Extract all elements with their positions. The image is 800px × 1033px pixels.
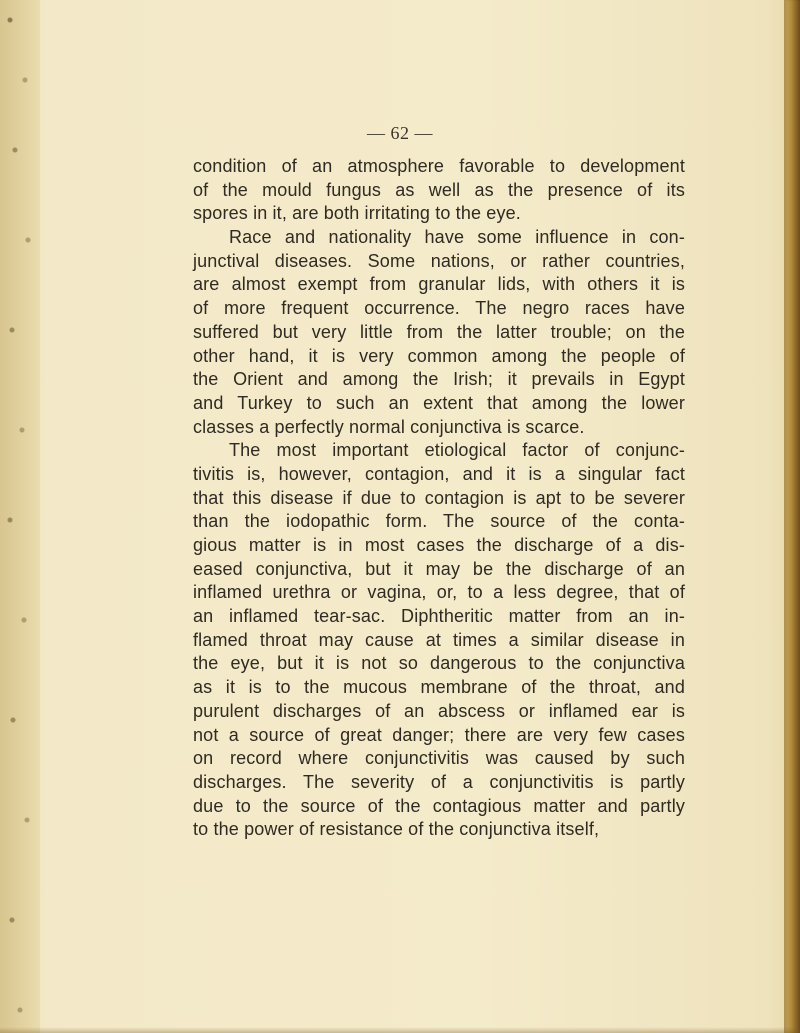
body-text — [193, 155, 685, 842]
text-line: discharges. The severity of a conjunctivitis is partly — [193, 771, 685, 792]
text-line: than the iodopathic form. The source of the conta- — [193, 511, 685, 532]
text-line: condition of an atmosphere favorable to development — [193, 156, 685, 176]
text-line: Race and nationality have some influence in con- — [229, 227, 685, 248]
text-line: an inflamed tear-sac. Diphtheritic matter from an in- — [193, 606, 685, 627]
text-line: purulent discharges of an abscess or inflamed ear is — [193, 700, 685, 721]
text-line: gious matter is in most cases the discharge of a dis- — [193, 535, 685, 555]
text-line: spores in it, are both irritating to the eye. — [193, 203, 521, 224]
text-line: as it is to the mucous membrane of the throat, and — [193, 677, 685, 698]
book-binding-edge — [784, 0, 800, 1033]
text-line: and Turkey to such an extent that among the lower — [193, 392, 685, 413]
text-line: the eye, but it is not so dangerous to the conjunctiva — [193, 653, 685, 674]
text-line: tivitis is, however, contagion, and it is a singular fact — [193, 463, 685, 484]
text-line: inflamed urethra or vagina, or, to a less degree, that of — [193, 582, 685, 603]
text-line: the Orient and among the Irish; it prevails in Egypt — [193, 369, 685, 390]
text-line: that this disease if due to contagion is apt to be severer — [193, 487, 685, 508]
text-line: eased conjunctiva, but it may be the discharge of an — [193, 558, 685, 579]
page-edge-left — [0, 0, 40, 1033]
text-line: to the power of resistance of the conjunctiva itself, — [193, 819, 600, 840]
text-line: not a source of great danger; there are very few cases — [193, 724, 685, 745]
text-line: The most important etiological factor of conjunc- — [229, 440, 685, 461]
page-number-header: — 62 — — [367, 123, 433, 143]
text-line: other hand, it is very common among the people of — [193, 345, 685, 366]
text-line: flamed throat may cause at times a similar disease in — [193, 629, 685, 650]
text-line: suffered but very little from the latter trouble; on the — [193, 321, 685, 342]
text-line: due to the source of the contagious matter and partly — [193, 795, 685, 816]
text-line: are almost exempt from granular lids, with others it is — [193, 274, 685, 295]
text-line: junctival diseases. Some nations, or rather countries, — [193, 250, 685, 271]
page-bottom-shadow — [0, 1027, 800, 1033]
text-line: of the mould fungus as well as the presence of its — [193, 179, 685, 200]
text-line: of more frequent occurrence. The negro races have — [193, 298, 685, 319]
text-line: classes a perfectly normal conjunctiva is scarce. — [193, 416, 585, 437]
text-line: on record where conjunctivitis was caused by such — [193, 748, 685, 769]
